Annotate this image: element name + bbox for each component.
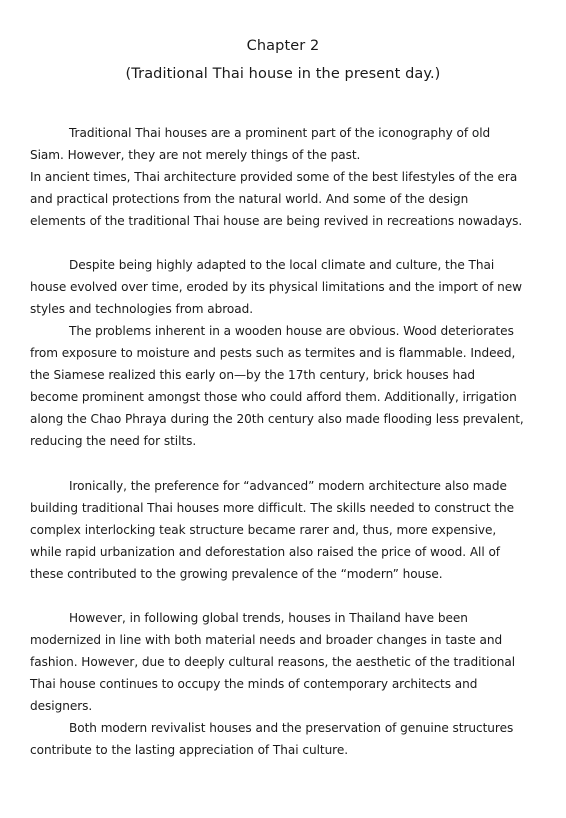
text-line: However, in following global trends, houses in Thailand have been (69, 611, 468, 625)
text-line: house evolved over time, eroded by its physical limitations and the import of new (30, 280, 522, 294)
text-line: the Siamese realized this early on—by the 17th century, brick houses had (30, 368, 476, 382)
text-line: and practical protections from the natural world. And some of the design (30, 192, 469, 206)
text-line: reducing the need for stilts. (30, 434, 197, 448)
text-line: building traditional Thai houses more difficult. The skills needed to construct the (30, 501, 515, 515)
text-line: these contributed to the growing prevalence of the “modern” house. (30, 567, 443, 581)
text-line: contribute to the lasting appreciation of Thai culture. (30, 743, 349, 757)
text-line: Siam. However, they are not merely things of the past. (30, 148, 361, 162)
text-line: Despite being highly adapted to the local climate and culture, the Thai (69, 258, 495, 272)
text-line: while rapid urbanization and deforestation also raised the price of wood. All of (30, 545, 501, 559)
chapter-subtitle: (Traditional Thai house in the present day.) (125, 66, 441, 82)
text-line: In ancient times, Thai architecture provided some of the best lifestyles of the era (30, 170, 518, 184)
text-line: designers. (30, 699, 93, 713)
text-line: styles and technologies from abroad. (30, 302, 253, 316)
text-line: Both modern revivalist houses and the preservation of genuine structures (69, 721, 514, 735)
text-line: complex interlocking teak structure became rarer and, thus, more expensive, (30, 523, 497, 537)
text-line: fashion. However, due to deeply cultural reasons, the aesthetic of the traditional (30, 655, 516, 669)
text-line: become prominent amongst those who could afford them. Additionally, irrigation (30, 390, 517, 404)
text-line: along the Chao Phraya during the 20th century also made flooding less prevalent, (30, 412, 524, 426)
text-line: Ironically, the preference for “advanced” modern architecture also made (69, 479, 507, 493)
text-line: The problems inherent in a wooden house are obvious. Wood deteriorates (69, 324, 514, 338)
text-line: from exposure to moisture and pests such as termites and is flammable. Indeed, (30, 346, 516, 360)
text-line: Thai house continues to occupy the minds of contemporary architects and (30, 677, 478, 691)
text-line: Traditional Thai houses are a prominent part of the iconography of old (69, 126, 491, 140)
text-line: modernized in line with both material needs and broader changes in taste and (30, 633, 503, 647)
chapter-title: Chapter 2 (246, 38, 320, 54)
text-line: elements of the traditional Thai house are being revived in recreations nowadays. (30, 214, 523, 228)
